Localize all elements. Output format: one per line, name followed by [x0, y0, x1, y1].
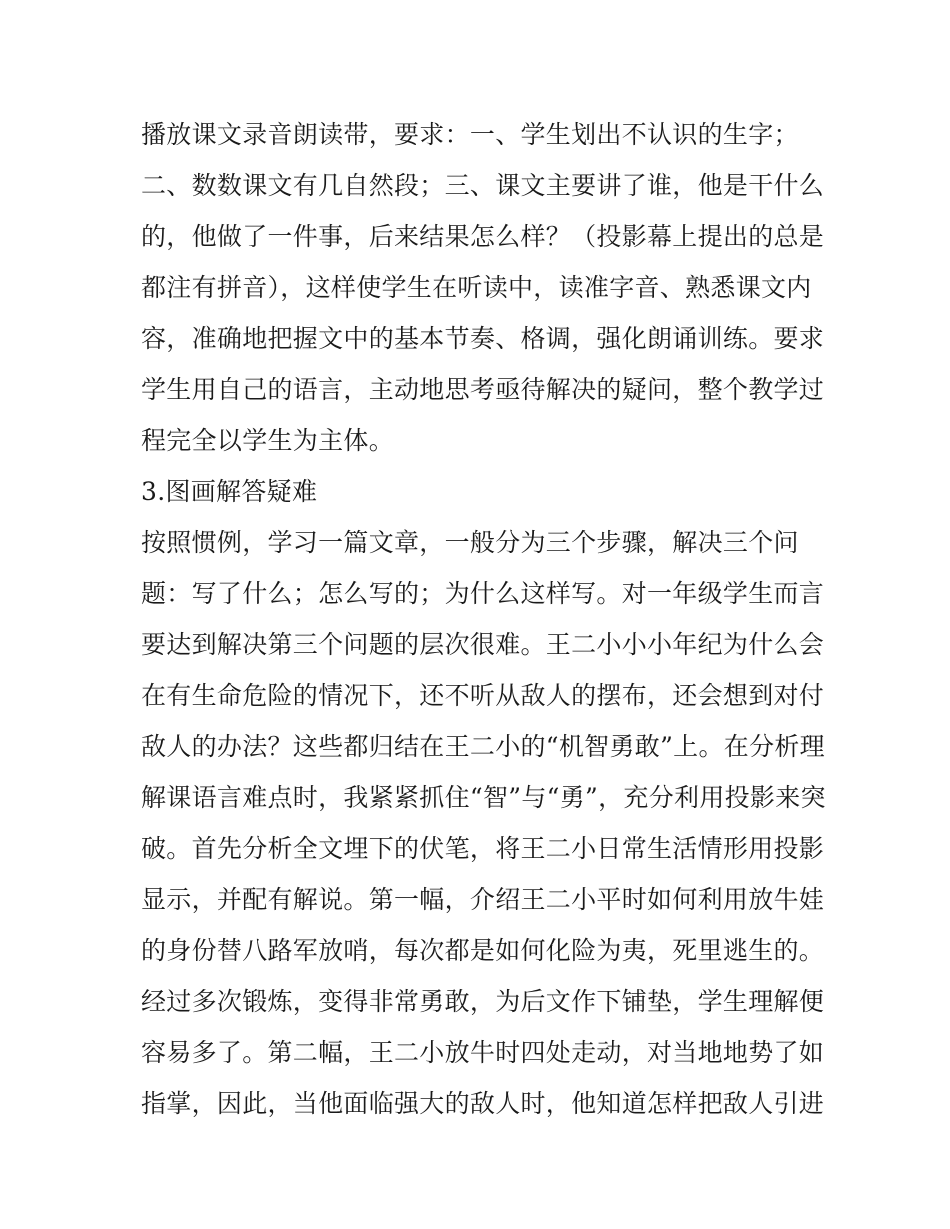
text-line: 都注有拼音），这样使学生在听读中，读准字音、熟悉课文内 — [141, 273, 812, 302]
text-line: 经过多次锻炼，变得非常勇敢，为后文作下铺垫，学生理解便 — [141, 987, 825, 1016]
text-line: 题：写了什么；怎么写的；为什么这样写。对一年级学生而言 — [141, 579, 825, 608]
text-line: 按照惯例，学习一篇文章，一般分为三个步骤，解决三个问 — [141, 528, 799, 557]
text-line: 在有生命危险的情况下，还不听从敌人的摆布，还会想到对付 — [141, 681, 825, 710]
text-line: 敌人的办法？这些都归结在王二小的“机智勇敢”上。在分析理 — [141, 732, 825, 761]
text-line: 破。首先分析全文埋下的伏笔，将王二小日常生活情形用投影 — [141, 834, 825, 863]
text-line: 显示，并配有解说。第一幅，介绍王二小平时如何利用放牛娃 — [141, 885, 825, 914]
text-line: 播放课文录音朗读带，要求：一、学生划出不认识的生字； — [141, 120, 799, 149]
document-body — [141, 109, 826, 1129]
text-line: 容易多了。第二幅，王二小放牛时四处走动，对当地地势了如 — [141, 1038, 825, 1067]
text-line: 解课语言难点时，我紧紧抓住“智”与“勇”，充分利用投影来突 — [141, 783, 826, 812]
text-line: 程完全以学生为主体。 — [141, 426, 395, 455]
text-line: 要达到解决第三个问题的层次很难。王二小小小年纪为什么会 — [141, 630, 825, 659]
text-line: 的身份替八路军放哨，每次都是如何化险为夷，死里逃生的。 — [141, 936, 825, 965]
text-line: 二、数数课文有几自然段；三、课文主要讲了谁，他是干什么 — [141, 171, 825, 200]
text-line: 指掌，因此，当他面临强大的敌人时，他知道怎样把敌人引进 — [141, 1089, 825, 1118]
text-line: 学生用自己的语言，主动地思考亟待解决的疑问，整个教学过 — [141, 375, 825, 404]
section-heading: 3.图画解答疑难 — [141, 477, 318, 506]
text-line: 容，准确地把握文中的基本节奏、格调，强化朗诵训练。要求 — [141, 324, 825, 353]
text-line: 的，他做了一件事，后来结果怎么样？（投影幕上提出的总是 — [141, 222, 825, 251]
